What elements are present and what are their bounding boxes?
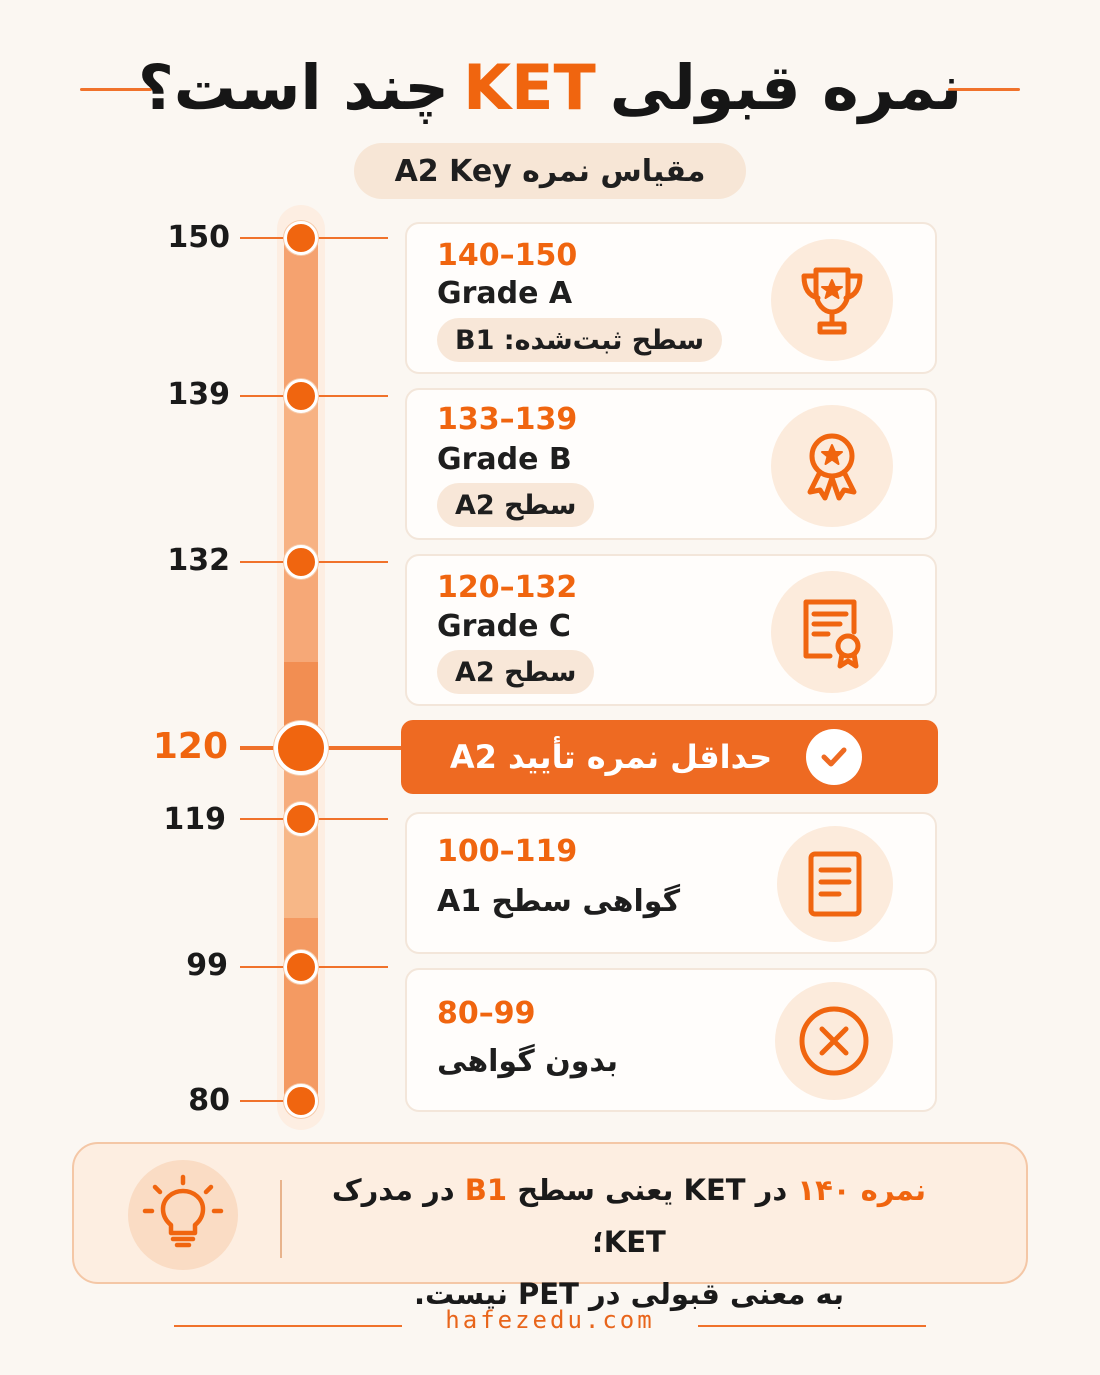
- tick-dot-highlight: [274, 721, 328, 775]
- footer-line-left: [174, 1325, 402, 1327]
- tick-line-left: [240, 561, 284, 563]
- footer-site[interactable]: hafezedu.com: [445, 1306, 655, 1334]
- level-pill: [437, 318, 722, 362]
- tick-label-highlight: 120: [152, 726, 228, 767]
- grade-card-a: [405, 222, 937, 374]
- minimum-pass-banner: [401, 720, 938, 794]
- tick-line-right: [318, 818, 388, 820]
- scale-bar-segment-b: [284, 396, 318, 562]
- level-text: گواهی سطح A1: [437, 884, 681, 919]
- level-text: سطح ثبت‌شده: B1: [455, 324, 705, 356]
- tick-dot: [284, 1084, 318, 1118]
- grade-card-a1: [405, 812, 937, 954]
- level-text: سطح A2: [455, 656, 577, 688]
- tick-label: 80: [188, 1083, 230, 1118]
- tick-dot: [284, 802, 318, 836]
- note-icon-circle: [128, 1160, 238, 1270]
- grade-card-none: [405, 968, 937, 1112]
- tick-dot: [284, 545, 318, 579]
- grade-card-b: [405, 388, 937, 540]
- medal-icon: [790, 424, 874, 508]
- tick-line-right-highlight: [326, 746, 402, 750]
- scale-bar-segment-g: [284, 918, 318, 1100]
- title-part-2: چند است؟: [137, 50, 450, 124]
- tick-line-right: [318, 966, 388, 968]
- icon-circle: [771, 239, 893, 361]
- level-text: سطح A2: [455, 489, 577, 521]
- grade-label: Grade C: [437, 609, 571, 644]
- x-circle-icon: [794, 1001, 874, 1081]
- note-mid-2: در مدرک KET؛: [331, 1173, 666, 1259]
- tick-label: 150: [167, 220, 230, 255]
- grade-label: Grade A: [437, 276, 573, 311]
- score-range: 80–99: [437, 996, 536, 1031]
- tick-line-right: [318, 395, 388, 397]
- note-accent-score: نمره ۱۴۰: [797, 1173, 927, 1207]
- level-pill: [437, 650, 594, 694]
- note-box: [72, 1142, 1028, 1311]
- score-range: 120–132: [437, 570, 578, 605]
- note-line-1: [304, 1164, 954, 1268]
- tick-dot: [284, 221, 318, 255]
- grade-label: Grade B: [437, 442, 572, 477]
- tick-line-left-highlight: [240, 746, 274, 750]
- tick-line-right: [318, 561, 388, 563]
- tick-label: 132: [167, 543, 230, 578]
- note-line-2: به معنی قبولی در PET نیست.: [413, 1277, 845, 1311]
- check-icon: [817, 740, 851, 774]
- score-range: 100–119: [437, 834, 578, 869]
- tick-label: 119: [163, 802, 226, 837]
- minimum-pass-text: حداقل نمره تأیید A2: [449, 738, 773, 776]
- certificate-icon: [790, 590, 874, 674]
- tick-line-left: [240, 1100, 284, 1102]
- tick-label: 139: [167, 377, 230, 412]
- level-pill: [437, 483, 594, 527]
- icon-circle: [771, 571, 893, 693]
- lightbulb-icon: [141, 1173, 225, 1257]
- footer-line-right: [698, 1325, 926, 1327]
- icon-circle: [777, 826, 893, 942]
- tick-dot: [284, 379, 318, 413]
- note-mid-1: در KET یعنی سطح: [517, 1173, 788, 1207]
- tick-line-left: [240, 966, 284, 968]
- subtitle-text: مقیاس نمره A2 Key: [394, 153, 706, 189]
- subtitle-pill: [354, 143, 746, 199]
- tick-line-left: [240, 237, 284, 239]
- check-circle: [806, 729, 862, 785]
- tick-dot: [284, 950, 318, 984]
- tick-line-left: [240, 395, 284, 397]
- title-part-1: نمره قبولی: [609, 50, 963, 124]
- icon-circle: [775, 982, 893, 1100]
- page-title: [137, 42, 963, 132]
- trophy-icon: [790, 258, 874, 342]
- scale-bar-segment-a: [284, 238, 318, 396]
- tick-label: 99: [186, 948, 228, 983]
- document-icon: [797, 846, 873, 922]
- tick-line-right: [318, 237, 388, 239]
- note-divider: [280, 1180, 282, 1258]
- note-accent-level: B1: [464, 1173, 508, 1207]
- level-text: بدون گواهی: [437, 1044, 618, 1079]
- note-text: [304, 1164, 954, 1320]
- score-range: 140–150: [437, 238, 578, 273]
- tick-line-left: [240, 818, 284, 820]
- title-accent: KET: [463, 50, 596, 124]
- icon-circle: [771, 405, 893, 527]
- score-range: 133–139: [437, 402, 578, 437]
- grade-card-c: [405, 554, 937, 706]
